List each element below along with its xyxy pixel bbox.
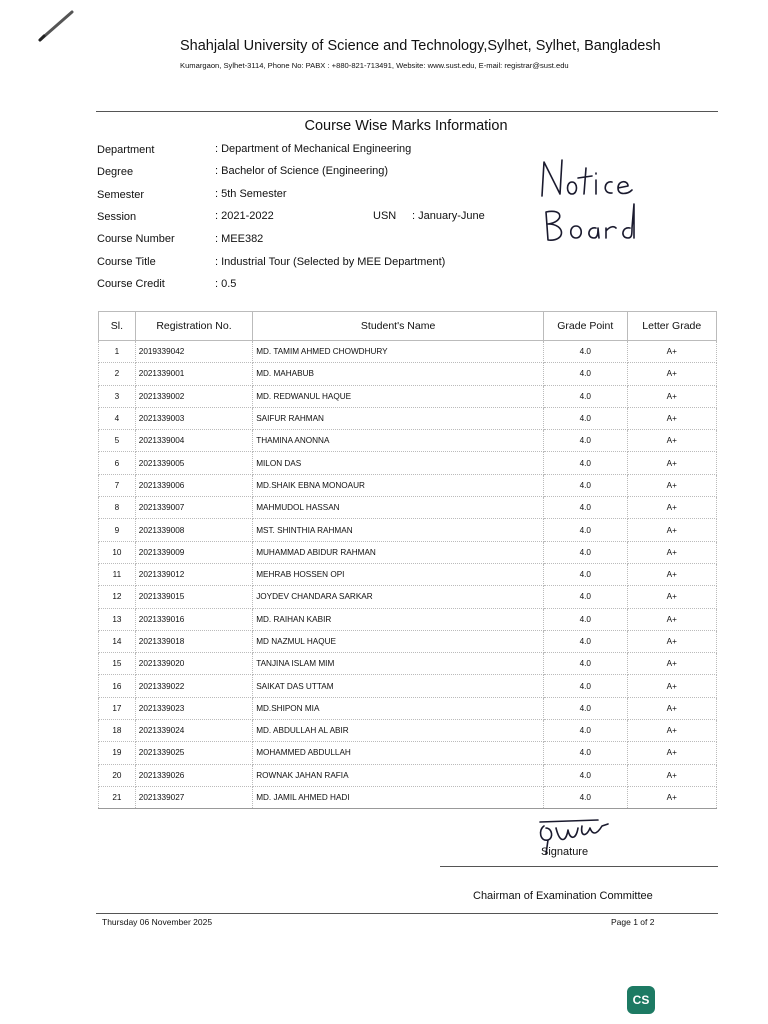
cell-grade-point: 4.0 [544,363,628,385]
col-header-name: Student's Name [253,312,544,341]
cell-student-name: MST. SHINTHIA RAHMAN [253,519,544,541]
cell-registration: 2021339012 [135,563,252,585]
cell-student-name: ROWNAK JAHAN RAFIA [253,764,544,786]
cell-sl: 9 [99,519,136,541]
cell-sl: 3 [99,385,136,407]
pencil-mark-icon [36,8,78,44]
degree-label: Degree [97,166,134,178]
table-row [99,474,717,496]
cell-registration: 2021339025 [135,742,252,764]
footer-divider [96,913,718,914]
cell-grade-point: 4.0 [544,675,628,697]
cell-grade-point: 4.0 [544,430,628,452]
cell-letter-grade: A+ [627,385,716,407]
cell-letter-grade: A+ [627,675,716,697]
cell-registration: 2021339002 [135,385,252,407]
cell-grade-point: 4.0 [544,452,628,474]
cell-sl: 4 [99,407,136,429]
table-row [99,452,717,474]
cell-sl: 2 [99,363,136,385]
cell-student-name: THAMINA ANONNA [253,430,544,452]
cell-sl: 5 [99,430,136,452]
table-row [99,786,717,808]
cell-sl: 21 [99,786,136,808]
cell-sl: 6 [99,452,136,474]
cell-letter-grade: A+ [627,452,716,474]
table-row [99,764,717,786]
table-row [99,563,717,585]
cell-grade-point: 4.0 [544,497,628,519]
cell-letter-grade: A+ [627,519,716,541]
cell-letter-grade: A+ [627,786,716,808]
course-credit-value: : 0.5 [215,278,237,290]
handwritten-notice-board [536,156,656,246]
cell-grade-point: 4.0 [544,742,628,764]
cell-grade-point: 4.0 [544,764,628,786]
scanner-logo-icon: CS [627,986,655,1014]
page-title: Course Wise Marks Information [304,118,508,134]
session-label: Session [97,211,137,223]
table-row [99,385,717,407]
cell-grade-point: 4.0 [544,586,628,608]
cell-student-name: MD NAZMUL HAQUE [253,630,544,652]
cell-student-name: JOYDEV CHANDARA SARKAR [253,586,544,608]
page-number: Page 1 of 2 [611,917,655,927]
col-header-letter-grade: Letter Grade [627,312,716,341]
cell-grade-point: 4.0 [544,563,628,585]
marks-table-body [99,341,717,809]
cell-registration: 2021339001 [135,363,252,385]
semester-value: : 5th Semester [215,188,287,200]
cell-sl: 13 [99,608,136,630]
cell-letter-grade: A+ [627,341,716,363]
cell-grade-point: 4.0 [544,385,628,407]
cell-letter-grade: A+ [627,653,716,675]
cell-student-name: MILON DAS [253,452,544,474]
cell-sl: 1 [99,341,136,363]
cell-sl: 19 [99,742,136,764]
cell-student-name: MD.SHAIK EBNA MONOAUR [253,474,544,496]
cell-registration: 2021339022 [135,675,252,697]
table-row [99,407,717,429]
cell-letter-grade: A+ [627,430,716,452]
semester-label: Semester [97,189,145,201]
session-value: : 2021-2022 [215,210,274,222]
table-row [99,430,717,452]
cell-sl: 20 [99,764,136,786]
cell-grade-point: 4.0 [544,697,628,719]
cell-registration: 2021339007 [135,497,252,519]
course-number-value: : MEE382 [215,233,264,245]
header-divider [96,111,718,112]
course-number-label: Course Number [97,233,175,245]
cell-student-name: MOHAMMED ABDULLAH [253,742,544,764]
cell-grade-point: 4.0 [544,474,628,496]
department-value: : Department of Mechanical Engineering [215,143,412,155]
cell-sl: 7 [99,474,136,496]
degree-value: : Bachelor of Science (Engineering) [215,165,389,177]
usn-value: : January-June [412,210,485,222]
cell-registration: 2021339027 [135,786,252,808]
cell-registration: 2021339009 [135,541,252,563]
cell-student-name: TANJINA ISLAM MIM [253,653,544,675]
course-title-value: : Industrial Tour (Selected by MEE Department) [215,256,446,268]
cell-sl: 12 [99,586,136,608]
cell-registration: 2021339015 [135,586,252,608]
cell-student-name: SAIKAT DAS UTTAM [253,675,544,697]
cell-registration: 2021339008 [135,519,252,541]
cell-student-name: MUHAMMAD ABIDUR RAHMAN [253,541,544,563]
signatory-designation: Chairman of Examination Committee [473,890,653,902]
cell-letter-grade: A+ [627,742,716,764]
table-row [99,630,717,652]
cell-letter-grade: A+ [627,764,716,786]
university-name: Shahjalal University of Science and Technology,Sylhet, Sylhet, Bangladesh [180,38,661,54]
table-header-row [99,312,717,341]
cell-student-name: MD. REDWANUL HAQUE [253,385,544,407]
cell-student-name: SAIFUR RAHMAN [253,407,544,429]
cell-sl: 15 [99,653,136,675]
cell-letter-grade: A+ [627,586,716,608]
cell-sl: 17 [99,697,136,719]
cell-letter-grade: A+ [627,608,716,630]
cell-student-name: MD.SHIPON MIA [253,697,544,719]
table-row [99,675,717,697]
cell-student-name: MD. RAIHAN KABIR [253,608,544,630]
cell-registration: 2021339026 [135,764,252,786]
col-header-sl: Sl. [99,312,136,341]
cell-grade-point: 4.0 [544,407,628,429]
signature-divider [440,866,718,867]
course-credit-label: Course Credit [97,278,165,290]
cell-sl: 10 [99,541,136,563]
table-row [99,720,717,742]
university-address: Kumargaon, Sylhet-3114, Phone No: PABX : +880-821-713491, Website: www.sust.edu, E-mail: registrar@sust.edu [180,61,569,70]
cell-grade-point: 4.0 [544,786,628,808]
table-row [99,586,717,608]
cell-letter-grade: A+ [627,497,716,519]
cell-letter-grade: A+ [627,720,716,742]
cell-letter-grade: A+ [627,407,716,429]
cell-student-name: MAHMUDOL HASSAN [253,497,544,519]
marks-table [98,311,717,809]
cell-registration: 2021339024 [135,720,252,742]
cell-sl: 8 [99,497,136,519]
cell-sl: 18 [99,720,136,742]
signature-label: Signature [541,846,589,858]
cell-registration: 2021339004 [135,430,252,452]
table-row [99,363,717,385]
cell-registration: 2021339020 [135,653,252,675]
department-label: Department [97,144,155,156]
table-row [99,608,717,630]
cell-letter-grade: A+ [627,474,716,496]
cell-letter-grade: A+ [627,563,716,585]
table-row [99,341,717,363]
print-date: Thursday 06 November 2025 [102,917,213,927]
usn-label: USN [373,210,397,222]
table-row [99,653,717,675]
cell-registration: 2021339006 [135,474,252,496]
col-header-grade-point: Grade Point [544,312,628,341]
table-row [99,697,717,719]
cell-student-name: MD. TAMIM AHMED CHOWDHURY [253,341,544,363]
cell-grade-point: 4.0 [544,341,628,363]
table-row [99,541,717,563]
cell-grade-point: 4.0 [544,541,628,563]
cell-letter-grade: A+ [627,541,716,563]
cell-grade-point: 4.0 [544,720,628,742]
cell-grade-point: 4.0 [544,653,628,675]
cell-registration: 2021339003 [135,407,252,429]
cell-sl: 14 [99,630,136,652]
cell-sl: 11 [99,563,136,585]
cell-letter-grade: A+ [627,697,716,719]
cell-student-name: MD. MAHABUB [253,363,544,385]
cell-letter-grade: A+ [627,630,716,652]
cell-sl: 16 [99,675,136,697]
cell-grade-point: 4.0 [544,519,628,541]
cell-grade-point: 4.0 [544,608,628,630]
table-row [99,519,717,541]
cell-registration: 2021339023 [135,697,252,719]
cell-registration: 2021339016 [135,608,252,630]
col-header-registration: Registration No. [135,312,252,341]
cell-grade-point: 4.0 [544,630,628,652]
table-row [99,742,717,764]
cell-letter-grade: A+ [627,363,716,385]
cell-registration: 2019339042 [135,341,252,363]
cell-student-name: MD. ABDULLAH AL ABIR [253,720,544,742]
cell-student-name: MEHRAB HOSSEN OPI [253,563,544,585]
cell-registration: 2021339005 [135,452,252,474]
cell-student-name: MD. JAMIL AHMED HADI [253,786,544,808]
cell-registration: 2021339018 [135,630,252,652]
table-row [99,497,717,519]
course-title-label: Course Title [97,256,156,268]
